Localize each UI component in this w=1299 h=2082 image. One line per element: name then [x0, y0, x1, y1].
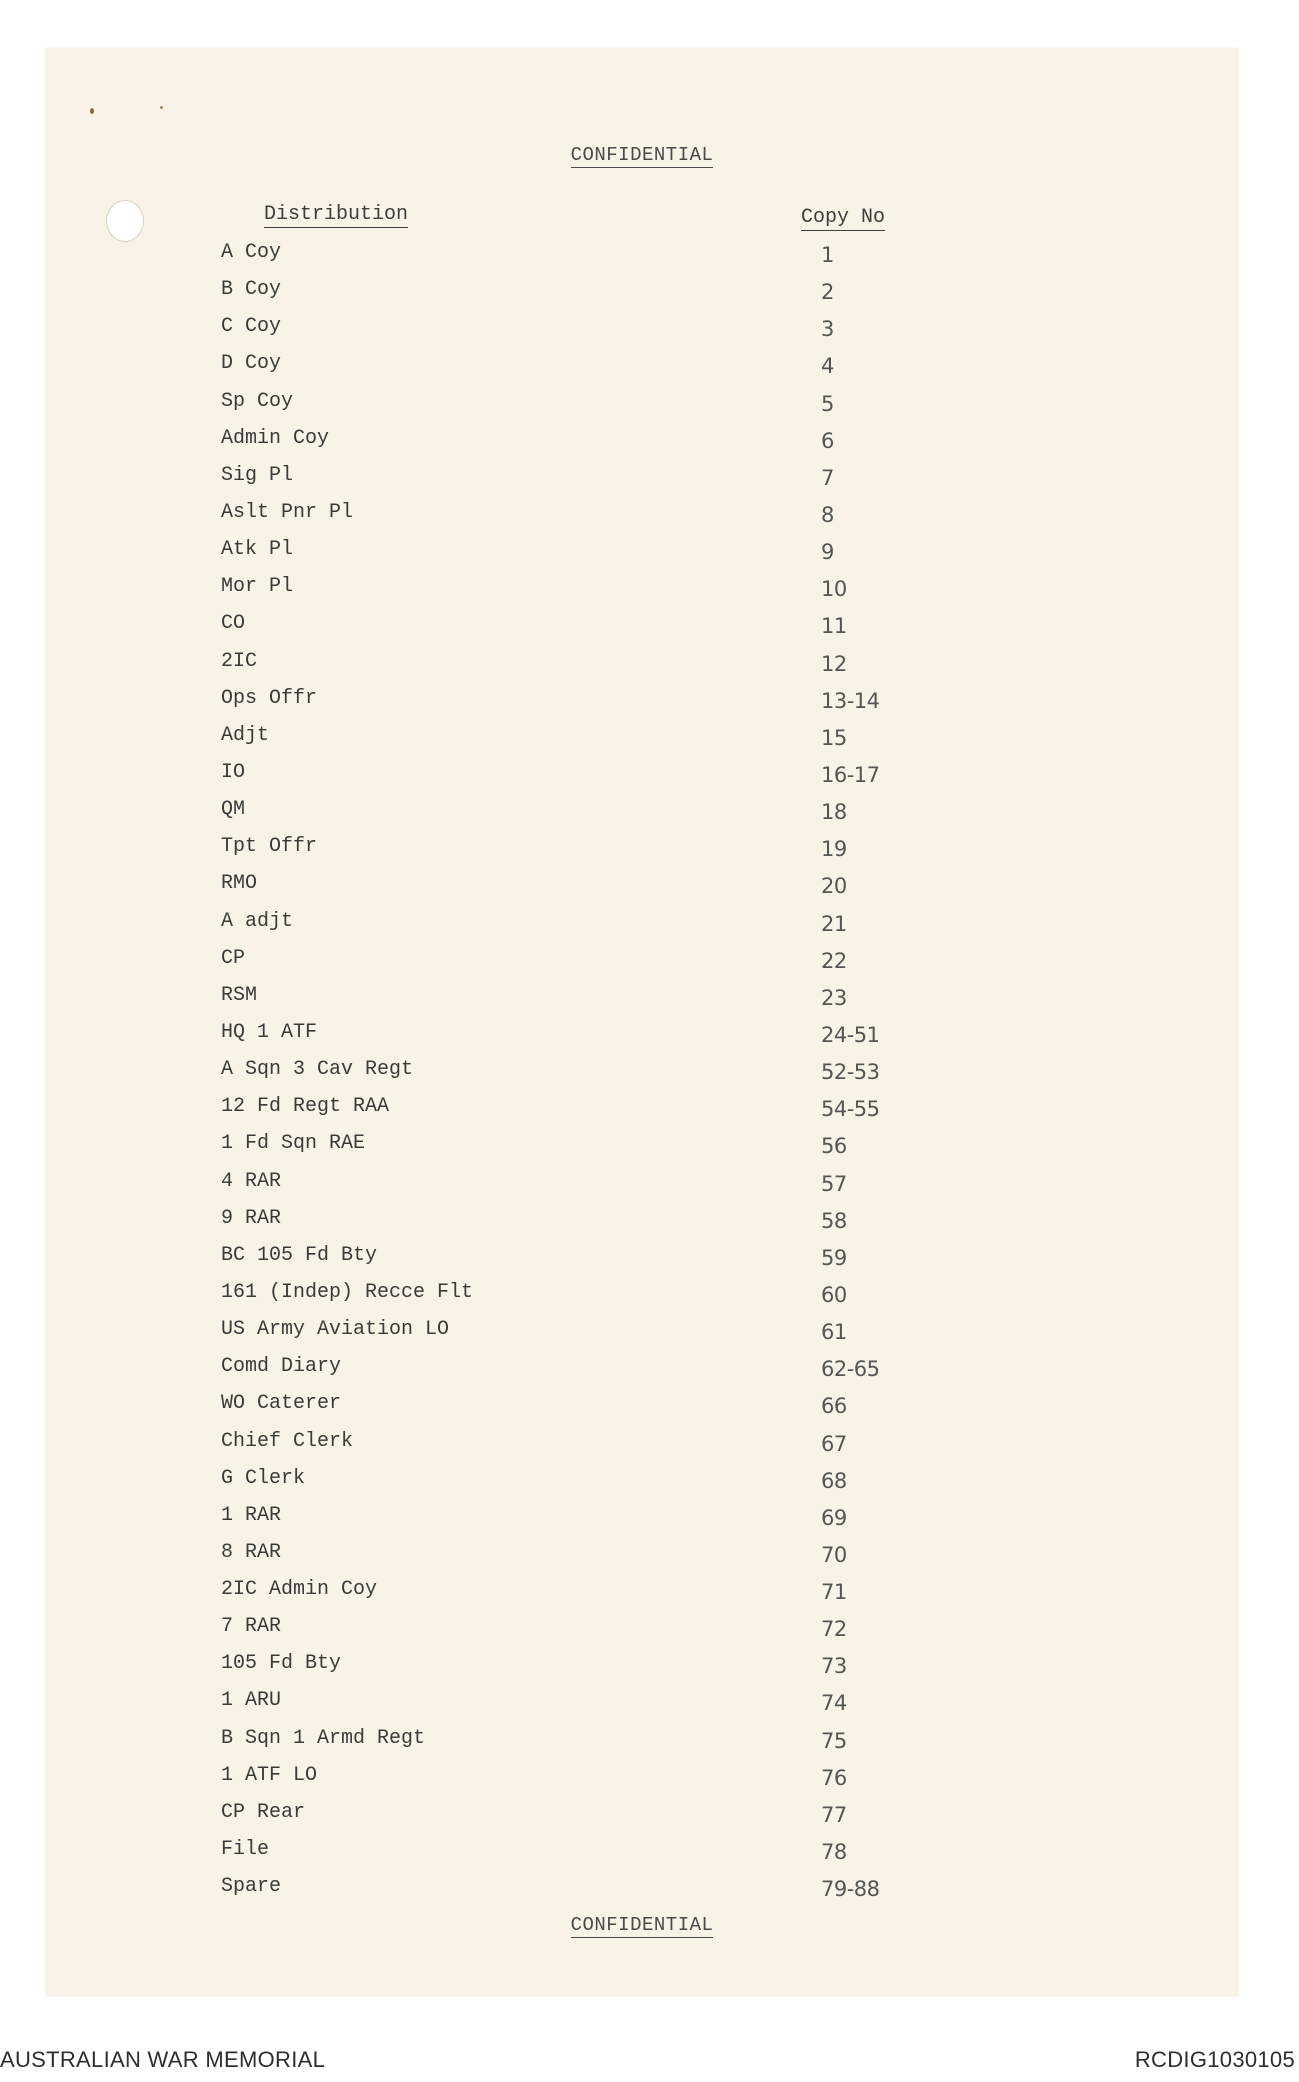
footer-institution: AUSTRALIAN WAR MEMORIAL — [0, 2047, 326, 2072]
recipient-name: Spare — [221, 1875, 282, 1899]
copy-number: 3 — [821, 317, 834, 342]
distribution-row — [46, 716, 1238, 753]
distribution-row — [46, 1496, 1238, 1533]
copy-number: 76 — [821, 1765, 847, 1790]
recipient-name: 9 RAR — [221, 1206, 282, 1230]
copy-number: 78 — [821, 1840, 847, 1865]
copy-number: 8 — [821, 502, 834, 527]
copy-number: 1 — [821, 243, 834, 267]
copy-number: 19 — [821, 837, 847, 862]
recipient-name: 1 ARU — [221, 1689, 282, 1713]
paper-mark — [90, 108, 94, 114]
recipient-name: CP Rear — [221, 1800, 306, 1824]
copy-number: 54-55 — [821, 1097, 880, 1122]
copy-number: 69 — [821, 1505, 847, 1530]
copy-number: 5 — [821, 391, 834, 416]
recipient-name: Tpt Offr — [221, 835, 318, 859]
recipient-name: BC 105 Fd Bty — [221, 1243, 378, 1267]
recipient-name: Ops Offr — [221, 686, 318, 710]
copy-number: 11 — [821, 614, 847, 639]
recipient-name: 1 RAR — [221, 1503, 282, 1527]
distribution-row — [46, 1681, 1238, 1718]
distribution-row — [46, 753, 1238, 790]
copy-number: 6 — [821, 428, 834, 453]
distribution-row — [46, 864, 1238, 901]
distribution-row — [46, 827, 1238, 864]
recipient-name: Admin Coy — [221, 426, 330, 450]
distribution-row — [46, 567, 1238, 604]
copy-number: 59 — [821, 1245, 847, 1270]
copy-number: 24-51 — [821, 1022, 880, 1047]
classification-bottom — [46, 1914, 1238, 1936]
copy-number: 61 — [821, 1320, 847, 1345]
document-page — [46, 48, 1238, 1996]
distribution-row — [46, 1867, 1238, 1904]
distribution-row — [46, 382, 1238, 419]
distribution-row — [46, 1162, 1238, 1199]
copy-number: 68 — [821, 1468, 847, 1493]
copy-number: 67 — [821, 1431, 847, 1456]
distribution-row — [46, 1570, 1238, 1607]
classification-bottom-text: CONFIDENTIAL — [570, 1914, 714, 1936]
copy-number: 56 — [821, 1134, 847, 1159]
distribution-row — [46, 1236, 1238, 1273]
recipient-name: 161 (Indep) Recce Flt — [221, 1280, 474, 1304]
distribution-row — [46, 1830, 1238, 1867]
recipient-name: US Army Aviation LO — [221, 1318, 450, 1342]
distribution-row — [46, 1273, 1238, 1310]
recipient-name: 2IC — [221, 649, 258, 673]
distribution-row — [46, 1013, 1238, 1050]
recipient-name: 12 Fd Regt RAA — [221, 1095, 390, 1119]
copy-number: 66 — [821, 1394, 847, 1419]
distribution-header-text: Distribution — [264, 203, 409, 226]
recipient-name: C Coy — [221, 315, 282, 339]
copy-number: 2 — [821, 280, 834, 305]
copy-number: 4 — [821, 354, 834, 379]
recipient-name: 4 RAR — [221, 1169, 282, 1193]
distribution-row — [46, 1719, 1238, 1756]
copy-no-header — [801, 206, 885, 229]
distribution-row — [46, 976, 1238, 1013]
copy-number: 57 — [821, 1171, 847, 1196]
copy-number: 58 — [821, 1208, 847, 1233]
copy-number: 10 — [821, 577, 847, 602]
footer-reference: RCDIG1030105 — [1134, 2047, 1295, 2072]
distribution-row — [46, 939, 1238, 976]
recipient-name: B Coy — [221, 278, 282, 302]
distribution-row — [46, 456, 1238, 493]
paper-mark — [160, 106, 163, 109]
recipient-name: 1 Fd Sqn RAE — [221, 1132, 366, 1156]
classification-top-text: CONFIDENTIAL — [570, 144, 714, 166]
recipient-name: RMO — [221, 872, 258, 896]
classification-top — [46, 144, 1238, 166]
recipient-name: Sig Pl — [221, 463, 294, 487]
distribution-row — [46, 902, 1238, 939]
recipient-name: IO — [221, 760, 246, 784]
copy-number: 15 — [821, 725, 847, 750]
recipient-name: Mor Pl — [221, 575, 294, 599]
distribution-row — [46, 604, 1238, 641]
distribution-row — [46, 1347, 1238, 1384]
recipient-name: Atk Pl — [221, 538, 294, 562]
copy-number: 16-17 — [821, 762, 880, 787]
recipient-name: A adjt — [221, 909, 294, 933]
recipient-name: 7 RAR — [221, 1615, 282, 1639]
copy-number: 70 — [821, 1542, 847, 1567]
recipient-name: D Coy — [221, 352, 282, 376]
recipient-name: 2IC Admin Coy — [221, 1578, 378, 1602]
distribution-row — [46, 1087, 1238, 1124]
distribution-header — [264, 203, 408, 226]
copy-number: 72 — [821, 1617, 847, 1642]
distribution-row — [46, 419, 1238, 456]
distribution-row — [46, 642, 1238, 679]
copy-number: 79-88 — [821, 1877, 880, 1902]
distribution-row — [46, 1607, 1238, 1644]
copy-number: 62-65 — [821, 1357, 880, 1382]
copy-number: 75 — [821, 1728, 847, 1753]
recipient-name: RSM — [221, 983, 258, 1007]
distribution-row — [46, 1199, 1238, 1236]
copy-number: 7 — [821, 465, 834, 490]
copy-number: 13-14 — [821, 688, 880, 713]
distribution-list — [46, 233, 1238, 1904]
recipient-name: Comd Diary — [221, 1355, 342, 1379]
copy-number: 60 — [821, 1282, 847, 1307]
distribution-row — [46, 790, 1238, 827]
copy-number: 23 — [821, 985, 847, 1010]
copy-number: 71 — [821, 1580, 847, 1605]
recipient-name: 1 ATF LO — [221, 1763, 318, 1787]
distribution-row — [46, 1310, 1238, 1347]
copy-number: 52-53 — [821, 1060, 880, 1085]
copy-number: 9 — [821, 540, 834, 565]
distribution-row — [46, 1124, 1238, 1161]
distribution-row — [46, 1756, 1238, 1793]
copy-number: 18 — [821, 800, 847, 825]
distribution-row — [46, 344, 1238, 381]
recipient-name: B Sqn 1 Armd Regt — [221, 1726, 426, 1750]
recipient-name: Chief Clerk — [221, 1429, 354, 1453]
distribution-row — [46, 233, 1238, 270]
distribution-row — [46, 270, 1238, 307]
distribution-row — [46, 1422, 1238, 1459]
copy-no-header-text: Copy No — [801, 206, 886, 229]
recipient-name: A Coy — [221, 241, 282, 264]
copy-number: 21 — [821, 911, 847, 936]
distribution-row — [46, 679, 1238, 716]
copy-number: 22 — [821, 948, 847, 973]
recipient-name: CO — [221, 612, 246, 636]
distribution-row — [46, 493, 1238, 530]
recipient-name: 8 RAR — [221, 1540, 282, 1564]
copy-number: 20 — [821, 874, 847, 899]
copy-number: 12 — [821, 651, 847, 676]
recipient-name: Sp Coy — [221, 389, 294, 413]
recipient-name: HQ 1 ATF — [221, 1020, 318, 1044]
distribution-row — [46, 1644, 1238, 1681]
recipient-name: G Clerk — [221, 1466, 306, 1490]
recipient-name: File — [221, 1838, 270, 1862]
distribution-row — [46, 1050, 1238, 1087]
recipient-name: WO Caterer — [221, 1392, 342, 1416]
distribution-row — [46, 1459, 1238, 1496]
copy-number: 74 — [821, 1691, 847, 1716]
recipient-name: Adjt — [221, 723, 270, 747]
distribution-row — [46, 530, 1238, 567]
distribution-row — [46, 1533, 1238, 1570]
recipient-name: A Sqn 3 Cav Regt — [221, 1058, 414, 1082]
recipient-name: 105 Fd Bty — [221, 1652, 342, 1676]
copy-number: 73 — [821, 1654, 847, 1679]
distribution-row — [46, 307, 1238, 344]
copy-number: 77 — [821, 1802, 847, 1827]
recipient-name: QM — [221, 798, 246, 822]
distribution-row — [46, 1793, 1238, 1830]
recipient-name: Aslt Pnr Pl — [221, 500, 354, 524]
recipient-name: CP — [221, 946, 246, 970]
distribution-row — [46, 1384, 1238, 1421]
